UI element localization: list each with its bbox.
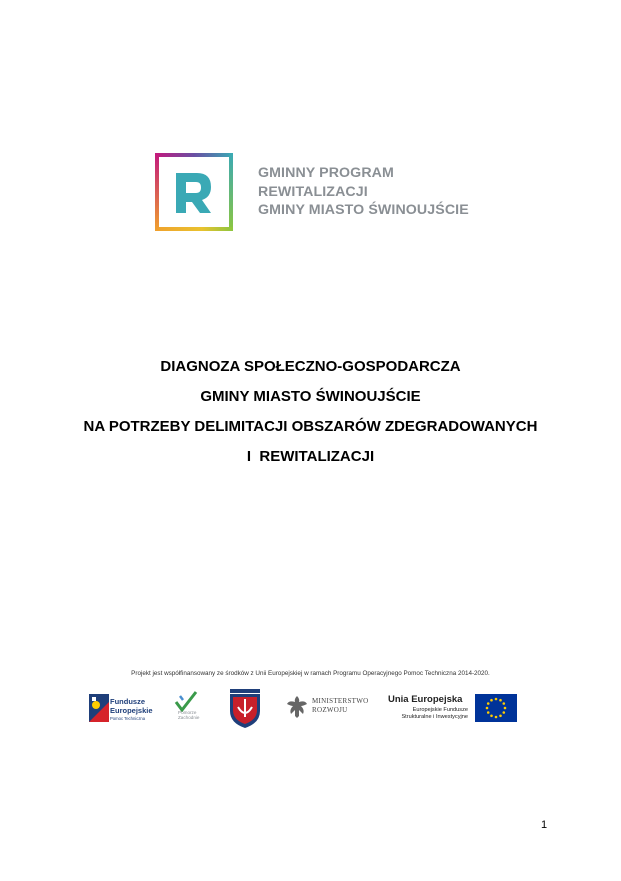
title-line-2: GMINY MIASTO ŚWINOUJŚCIE <box>200 388 421 405</box>
ministerstwo-line-1: MINISTERSTWO <box>312 697 369 705</box>
eu-star <box>495 716 498 719</box>
program-name-line-3: GMINY MIASTO ŚWINOUJŚCIE <box>258 202 469 218</box>
eu-star <box>487 702 490 705</box>
fundusze-europejskie-icon <box>89 694 109 722</box>
eu-star <box>504 707 507 710</box>
unia-sub-line-2: Strukturalne i Inwestycyjne <box>401 714 468 720</box>
eu-star <box>502 702 505 705</box>
fundusze-label <box>110 698 153 715</box>
program-name-line-1: GMINNY PROGRAM <box>258 165 394 181</box>
title-line-4: I REWITALIZACJI <box>246 448 375 465</box>
swinoujscie-coat-of-arms-icon <box>228 689 262 729</box>
pomorze-line-2: Zachodnie <box>178 715 200 720</box>
program-logo-icon <box>155 153 233 231</box>
eu-star <box>495 698 498 701</box>
funding-note: Projekt jest współfinansowany ze środków z Unii Europejskiej w ramach Programu Operacyjnego Pomoc Techniczna 2014-2020. <box>131 670 490 677</box>
eu-star <box>499 699 502 702</box>
ministerstwo-line-2: ROZWOJU <box>312 706 348 714</box>
fundusze-line-2: Europejskie <box>110 705 153 715</box>
unia-europejska-title: Unia Europejska <box>388 694 463 705</box>
eu-star <box>499 714 502 717</box>
pomorze-label <box>178 710 199 720</box>
fundusze-line-1: Fundusze <box>110 697 145 706</box>
eu-star <box>490 699 493 702</box>
ministerstwo-label <box>312 697 369 715</box>
eagle-emblem-icon <box>285 694 309 720</box>
eu-star <box>490 714 493 717</box>
eu-star <box>502 711 505 714</box>
program-name-line-2: REWITALIZACJI <box>258 183 368 200</box>
eu-flag-icon <box>475 694 517 722</box>
fundusze-sub: Pomoc Techniczna <box>110 716 146 721</box>
pomorze-line-1: Pomorze <box>178 710 197 715</box>
logo-r-shape <box>176 173 211 213</box>
title-line-1: DIAGNOZA SPOŁECZNO-GOSPODARCZA <box>160 358 461 375</box>
document-title <box>0 352 621 472</box>
unia-europejska-sub <box>388 707 468 721</box>
pomorze-zachodnie-icon <box>174 690 198 712</box>
title-line-3: NA POTRZEBY DELIMITACJI OBSZARÓW ZDEGRADOWANYCH <box>83 418 538 435</box>
eu-star <box>486 707 489 710</box>
page-number: 1 <box>541 819 548 831</box>
eu-star <box>487 711 490 714</box>
program-name <box>258 164 469 220</box>
unia-sub-line-1: Europejskie Fundusze <box>412 707 468 713</box>
